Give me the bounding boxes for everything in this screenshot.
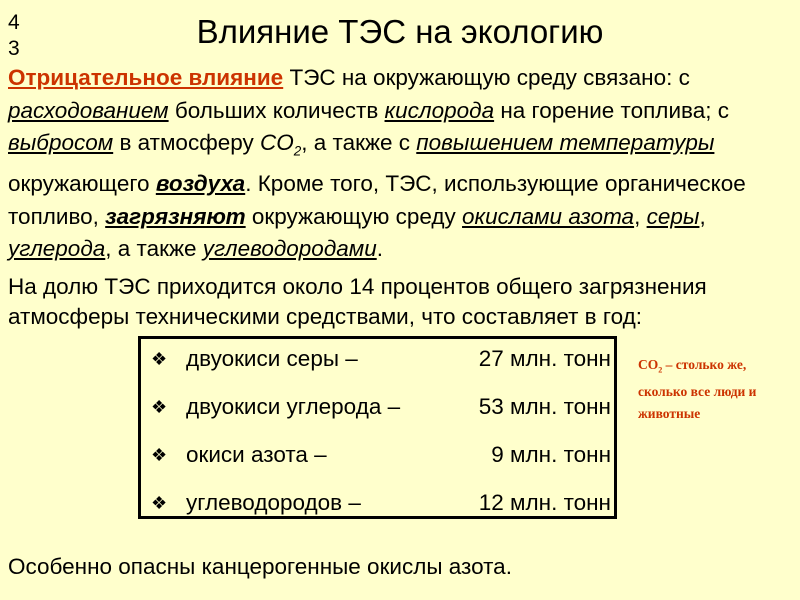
diamond-bullet-icon: ❖	[151, 493, 168, 513]
diamond-bullet-icon: ❖	[151, 397, 168, 417]
pollution-share-paragraph: На долю ТЭС приходится около 14 процентов общего загрязнения атмосферы техническими средствами, что составляет в год:	[8, 274, 707, 329]
term-emission: выбросом	[8, 130, 114, 155]
diamond-bullet-icon: ❖	[151, 445, 168, 465]
emissions-box	[138, 336, 617, 519]
term-carbon: углерода	[8, 236, 106, 261]
text-fragment: ТЭС на окружающую среду связано: с	[283, 65, 690, 90]
term-air: воздуха	[155, 171, 246, 196]
emission-row	[151, 438, 611, 472]
emission-name: двуокиси серы –	[186, 346, 358, 371]
text-fragment: больших количеств	[168, 97, 385, 123]
text-fragment: . Кроме того, ТЭС, использующие органическое топливо,	[8, 171, 746, 229]
emission-value: 12 млн. тонн	[478, 490, 611, 515]
negative-impact-paragraph	[8, 62, 793, 266]
slide-number-line1: 4	[8, 11, 20, 34]
emission-name: двуокиси углерода –	[186, 394, 401, 419]
text-fragment: окружающую среду	[245, 203, 463, 229]
co2-note	[638, 354, 788, 424]
note-co2-subscript: 2	[658, 365, 663, 375]
emission-row	[151, 486, 611, 520]
term-sulfur: серы	[646, 203, 700, 229]
note-text: – столько же, сколько все люди и животные	[638, 357, 757, 421]
term-oxygen: кислорода	[384, 97, 495, 123]
text-fragment: , а также с	[301, 130, 417, 155]
text-fragment: ,	[634, 203, 647, 229]
slide-number-line2: 3	[8, 37, 20, 60]
diamond-bullet-icon: ❖	[151, 349, 168, 369]
page-title: Влияние ТЭС на экологию	[196, 13, 604, 50]
term-nitrogen-oxides: окислами азота	[462, 203, 635, 229]
term-pollute: загрязняют	[105, 203, 246, 229]
text-fragment: на горение топлива; с	[494, 97, 729, 123]
emission-value: 53 млн. тонн	[478, 394, 611, 419]
emission-name: окиси азота –	[186, 442, 327, 467]
emission-name: углеводородов –	[186, 490, 361, 515]
text-fragment: ,	[699, 203, 706, 229]
term-temperature-rise: повышением температуры	[416, 130, 715, 155]
term-consumption: расходованием	[8, 97, 169, 123]
note-co2: CO	[638, 357, 659, 372]
text-fragment: окружающего	[8, 171, 156, 196]
text-fragment: , а также	[105, 236, 203, 261]
term-hydrocarbons: углеводородами	[202, 236, 377, 261]
text-fragment: в атмосферу	[113, 130, 260, 155]
negative-impact-heading: Отрицательное влияние	[8, 65, 284, 90]
term-co2: $CO_2$	[260, 130, 302, 159]
emission-value: 27 млн. тонн	[478, 346, 611, 371]
emission-value: 9 млн. тонн	[491, 442, 611, 467]
emission-row	[151, 342, 611, 376]
emission-row	[151, 390, 611, 424]
text-fragment: .	[376, 236, 383, 261]
footer-note: Особенно опасны канцерогенные окислы азота.	[8, 554, 512, 579]
